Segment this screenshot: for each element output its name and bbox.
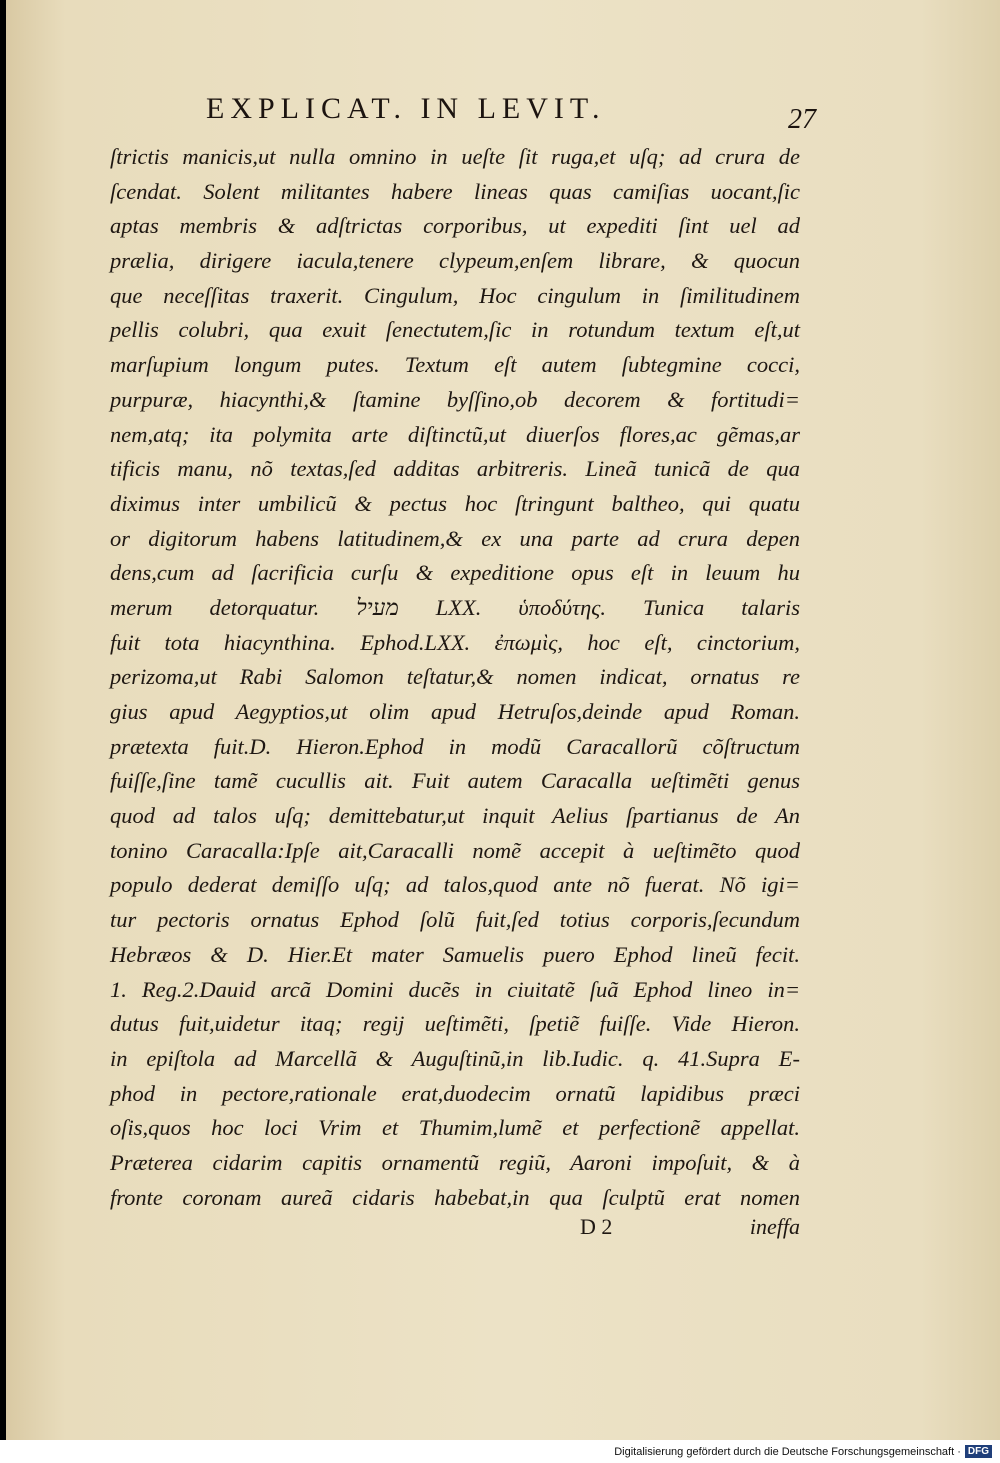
page-footer — [110, 1214, 800, 1254]
running-header: EXPLICAT. IN LEVIT. — [206, 92, 606, 125]
credit-text: Digitalisierung gefördert durch die Deutsche Forschungsgemeinschaft · — [614, 1445, 961, 1458]
text-line: tur pectoris ornatus Ephod ſolũ fuit,ſed totius corporis,ſecundum — [110, 907, 800, 933]
text-line: in epiſtola ad Marcellã & Auguſtinũ,in lib.Iudic. q. 41.Supra E- — [110, 1045, 800, 1071]
text-line: or digitorum habens latitudinem,& ex una parte ad crura depen — [110, 525, 800, 551]
text-line: ſcendat. Solent militantes habere lineas quas camiſias uocant,ſic — [110, 178, 800, 204]
text-line: tonino Caracalla:Ipſe ait,Caracalli nomẽ accepit à ueſtimẽto quod — [110, 837, 800, 863]
text-line: fuiſſe,ſine tamẽ cucullis ait. Fuit autem Caracalla ueſtimẽti genus — [110, 768, 800, 794]
text-line: fronte coronam aureã cidaris habebat,in qua ſculptũ erat nomen — [110, 1184, 800, 1210]
text-line: Hebræos & D. Hier.Et mater Samuelis puero Ephod lineũ fecit. — [110, 941, 800, 967]
signature-mark: D 2 — [580, 1214, 613, 1239]
book-page — [6, 0, 1000, 1440]
dfg-logo: DFG — [965, 1445, 992, 1458]
text-line: Præterea cidarim capitis ornamentũ regiũ, Aaroni impoſuit, & à — [110, 1149, 800, 1175]
text-line: ſtrictis manicis,ut nulla omnino in ueſte ſit ruga,et uſq; ad crura de — [110, 144, 800, 169]
page-body-text — [110, 140, 800, 1215]
text-line: prætexta fuit.D. Hieron.Ephod in modũ Caracallorũ cõſtructum — [110, 733, 800, 759]
text-line: marſupium longum putes. Textum eſt autem ſubtegmine cocci, — [110, 352, 800, 378]
text-line: dens,cum ad ſacrificia curſu & expeditione opus eſt in leuum hu — [110, 560, 800, 586]
text-line: aptas membris & adſtrictas corporibus, ut expediti ſint uel ad — [110, 213, 800, 239]
text-line: perizoma,ut Rabi Salomon teſtatur,& nomen indicat, ornatus re — [110, 664, 800, 690]
text-line: que neceſſitas traxerit. Cingulum, Hoc cingulum in ſimilitudinem — [110, 282, 800, 308]
text-line: gius apud Aegyptios,ut olim apud Hetruſos,deinde apud Roman. — [110, 699, 800, 724]
text-line: oſis,quos hoc loci Vrim et Thumim,lumẽ et perfectionẽ appellat. — [110, 1115, 800, 1141]
catchword: ineffa — [749, 1214, 800, 1239]
text-line: merum detorquatur. מעיל LXX. ὑποδύτης. Tunica talaris — [110, 594, 800, 620]
text-line: diximus inter umbilicũ & pectus hoc ſtringunt baltheo, qui quatu — [110, 490, 800, 516]
text-line: dutus fuit,uidetur itaq; regij ueſtimẽti, ſpetiẽ fuiſſe. Vide Hieron. — [110, 1011, 800, 1037]
text-line: prælia, dirigere iacula,tenere clypeum,enſem librare, & quocun — [110, 248, 800, 274]
text-line: phod in pectore,rationale erat,duodecim ornatũ lapidibus præci — [110, 1080, 800, 1106]
funding-credit-bar — [0, 1440, 1000, 1463]
text-line: quod ad talos uſq; demittebatur,ut inquit Aelius ſpartianus de An — [110, 803, 800, 829]
text-line: populo dederat demiſſo uſq; ad talos,quod ante nõ fuerat. Nõ igi= — [110, 872, 800, 898]
text-line: tificis manu, nõ textas,ſed additas arbitreris. Lineã tunicã de qua — [110, 456, 800, 482]
text-line: nem,atq; ita polymita arte diſtinctũ,ut diuerſos flores,ac gẽmas,ar — [110, 421, 800, 447]
text-line: pellis colubri, qua exuit ſenectutem,ſic in rotundum textum eſt,ut — [110, 317, 800, 343]
text-line: purpuræ, hiacynthi,& ſtamine byſſino,ob decorem & fortitudi= — [110, 386, 800, 412]
page-number: 27 — [788, 104, 816, 135]
text-line: 1. Reg.2.Dauid arcã Domini ducẽs in ciuitatẽ ſuã Ephod lineo in= — [110, 976, 800, 1002]
text-line: fuit tota hiacynthina. Ephod.LXX. ἐπωμὶς, hoc eſt, cinctorium, — [110, 629, 800, 655]
